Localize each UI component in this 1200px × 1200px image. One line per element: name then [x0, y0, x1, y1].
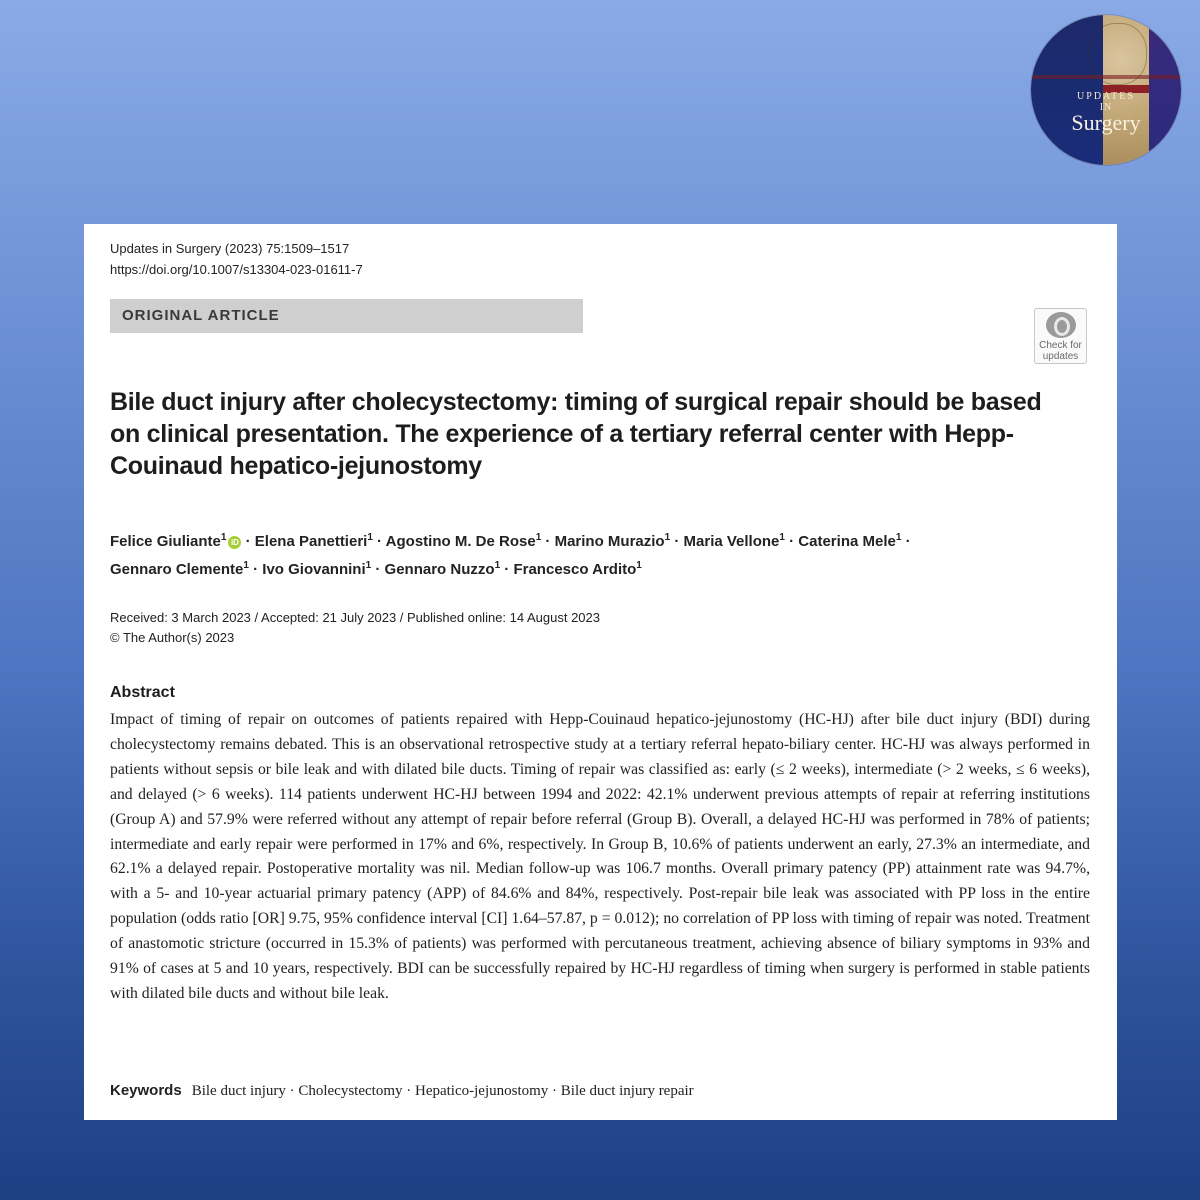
logo-text-updates: UPDATES [1077, 91, 1135, 102]
abstract-heading: Abstract [110, 684, 175, 701]
author-affiliation: 1 [243, 560, 249, 571]
keywords-label: Keywords [110, 1082, 182, 1099]
author-name[interactable]: Francesco Ardito [513, 561, 637, 578]
doi-link[interactable]: https://doi.org/10.1007/s13304-023-01611-7 [110, 262, 363, 277]
author-name[interactable]: Gennaro Nuzzo [384, 561, 495, 578]
author-affiliation: 1 [779, 532, 785, 543]
author-name[interactable]: Caterina Mele [798, 533, 896, 550]
author-name[interactable]: Felice Giuliante [110, 533, 221, 550]
author-name[interactable]: Ivo Giovannini [262, 561, 366, 578]
check-updates-label-2: updates [1042, 351, 1079, 362]
author-affiliation: 1 [365, 560, 372, 571]
copyright-notice: © The Author(s) 2023 [110, 630, 235, 645]
article-title: Bile duct injury after cholecystectomy: timing of surgical repair should be based on clinical presentation. The experience of a tertiary referral center with Hepp-Couinaud hepatico-jejunostomy [110, 388, 1042, 480]
logo-text-in: IN [1099, 102, 1113, 113]
journal-logo [1031, 15, 1181, 165]
author-affiliation: 1 [636, 560, 642, 571]
author-affiliation: 1 [664, 532, 671, 543]
author-affiliation: 1 [494, 560, 501, 571]
check-for-updates-button[interactable] [1034, 308, 1087, 364]
crossmark-icon [1046, 312, 1076, 338]
author-name[interactable]: Agostino M. De Rose [385, 533, 536, 550]
author-affiliation: 1 [220, 532, 227, 543]
logo-text-surgery: Surgery [1071, 110, 1141, 135]
article-page [84, 224, 1117, 1120]
logo-band-right [1149, 15, 1181, 165]
author-name[interactable]: Maria Vellone [683, 533, 780, 550]
author-affiliation: 1 [895, 532, 902, 543]
keywords-section [110, 1082, 694, 1100]
author-name[interactable]: Elena Panettieri [254, 533, 368, 550]
vitruvian-sketch-icon [1089, 23, 1147, 85]
journal-citation: Updates in Surgery (2023) 75:1509–1517 [110, 241, 350, 256]
author-list: Felice Giuliante$^1$ iD · Elena Panettieri$^1$ · Agostino M. De Rose$^1$ · Marino Murazio$^1$ · Maria Vellone$^1$ · Caterina Mele$^1$ · Gennaro Clemente$^1$ · Ivo Giovannini$^1$ · Gennaro Nuzzo$^1$ · Francesco Ardito$^1$ [110, 532, 911, 578]
keywords-list: Bile duct injury · Cholecystectomy · Hepatico-jejunostomy · Bile duct injury repair [191, 1083, 694, 1099]
article-type-banner: ORIGINAL ARTICLE [110, 299, 583, 333]
publication-dates: Received: 3 March 2023 / Accepted: 21 July 2023 / Published online: 14 August 2023 [110, 610, 601, 625]
author-affiliation: 1 [367, 532, 373, 543]
author-name[interactable]: Gennaro Clemente [110, 561, 244, 578]
check-updates-label-1: Check for [1039, 340, 1082, 351]
author-affiliation: 1 [535, 532, 542, 543]
author-name[interactable]: Marino Murazio [554, 533, 665, 550]
abstract-body: Impact of timing of repair on outcomes of patients repaired with Hepp-Couinaud hepatico-jejunostomy (HC-HJ) after bile duct injury (BDI) during cholecystectomy remains debated. This is an observational retrospective study at a tertiary referral hepato-biliary center. HC-HJ was always performed in patients without sepsis or bile leak and with dilated bile ducts. Timing of repair was classified as: early (≤ 2 weeks), intermediate (> 2 weeks, ≤ 6 weeks), and delayed (> 6 weeks). 114 patients underwent HC-HJ between 1994 and 2022: 42.1% underwent previous attempts of repair at referring institutions (Group A) and 57.9% were referred without any attempt of repair before referral (Group B). Overall, a delayed HC-HJ was performed in 78% of patients; intermediate and early repair were performed in 17% and 6%, respectively. In Group B, 10.6% of patients underwent an early, 27.3% an intermediate, and 62.1% a delayed repair. Postoperative mortality was nil. Median follow-up was 106.7 months. Overall primary patency (PP) attainment rate was 94.7%, with a 5- and 10-year actuarial primary patency (APP) of 84.6% and 84%, respectively. Post-repair bile leak was associated with PP loss in the entire population (odds ratio [OR] 9.75, 95% confidence interval [CI] 1.64–57.87, p = 0.012); no correlation of PP loss with timing of repair was noted. Treatment of anastomotic stricture (occurred in 15.3% of patients) was performed with percutaneous treatment, achieving absence of biliary symptoms in 93% and 91% of cases at 5 and 10 years, respectively. BDI can be successfully repaired by HC-HJ regardless of timing when surgery is performed in stable patients with dilated bile ducts and without bile leak. [110, 711, 1090, 1002]
orcid-icon[interactable]: iD [228, 536, 241, 549]
